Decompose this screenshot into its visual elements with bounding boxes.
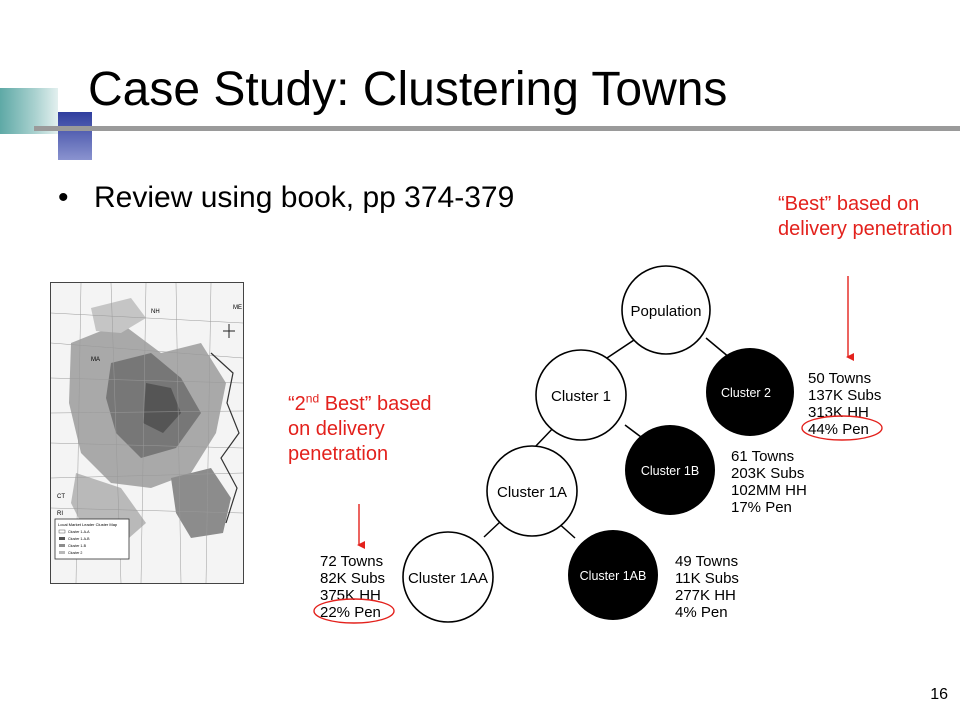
map-legend-item: Cluster 1-A-B <box>68 537 90 541</box>
stat-line: 11K Subs <box>675 570 739 587</box>
map-legend-item: Cluster 1-B <box>68 544 86 548</box>
map-label-nh: NH <box>151 309 160 315</box>
stats-cluster1b <box>731 448 807 516</box>
stat-line: 82K Subs <box>320 570 386 587</box>
map-legend-item: Cluster 1-A-A <box>68 530 90 534</box>
note-best: “Best” based on delivery penetration <box>778 193 953 240</box>
stat-line: 44% Pen <box>808 421 869 438</box>
page-number: 16 <box>930 686 948 703</box>
node-cluster1b-label: Cluster 1B <box>640 464 700 478</box>
stat-line: 203K Subs <box>731 465 805 482</box>
stat-line: 17% Pen <box>731 499 792 516</box>
stats-cluster1aa <box>320 553 385 621</box>
node-population-label: Population <box>630 303 702 320</box>
stat-line: 22% Pen <box>320 604 381 621</box>
bullet-text: Review using book, pp 374-379 <box>94 181 515 214</box>
stat-line: 375K HH <box>320 587 381 604</box>
node-cluster2-label: Cluster 2 <box>720 386 772 400</box>
node-cluster1ab-label: Cluster 1AB <box>579 569 647 583</box>
stats-cluster2 <box>808 370 881 438</box>
stat-line: 137K Subs <box>808 387 882 404</box>
map-label-ma: MA <box>91 357 100 363</box>
note-second-prefix: “2 <box>288 393 306 415</box>
map-label-me: ME <box>233 305 242 311</box>
map-legend-title: Local Market Leader Cluster Map <box>58 522 118 527</box>
node-cluster1-label: Cluster 1 <box>550 388 612 405</box>
stat-line: 49 Towns <box>675 553 739 570</box>
stat-line: 102MM HH <box>731 482 807 499</box>
stat-line: 4% Pen <box>675 604 728 621</box>
stat-line: 313K HH <box>808 404 869 421</box>
stat-line: 50 Towns <box>808 370 872 387</box>
note-second-rest: Best” based on delivery penetration <box>288 393 432 465</box>
map-legend-item: Cluster 2 <box>68 551 83 555</box>
slide-title: Case Study: Clustering Towns <box>88 63 728 116</box>
map-label-ri: RI <box>57 511 63 517</box>
note-second-sup: nd <box>305 391 320 406</box>
map-label-ct: CT <box>57 494 65 500</box>
bullet-dot: • <box>58 181 69 214</box>
stat-line: 61 Towns <box>731 448 795 465</box>
node-cluster1aa-label: Cluster 1AA <box>407 570 489 587</box>
stat-line: 72 Towns <box>320 553 384 570</box>
stat-line: 277K HH <box>675 587 736 604</box>
node-cluster1a-label: Cluster 1A <box>496 484 568 501</box>
stats-cluster1ab <box>675 553 739 621</box>
